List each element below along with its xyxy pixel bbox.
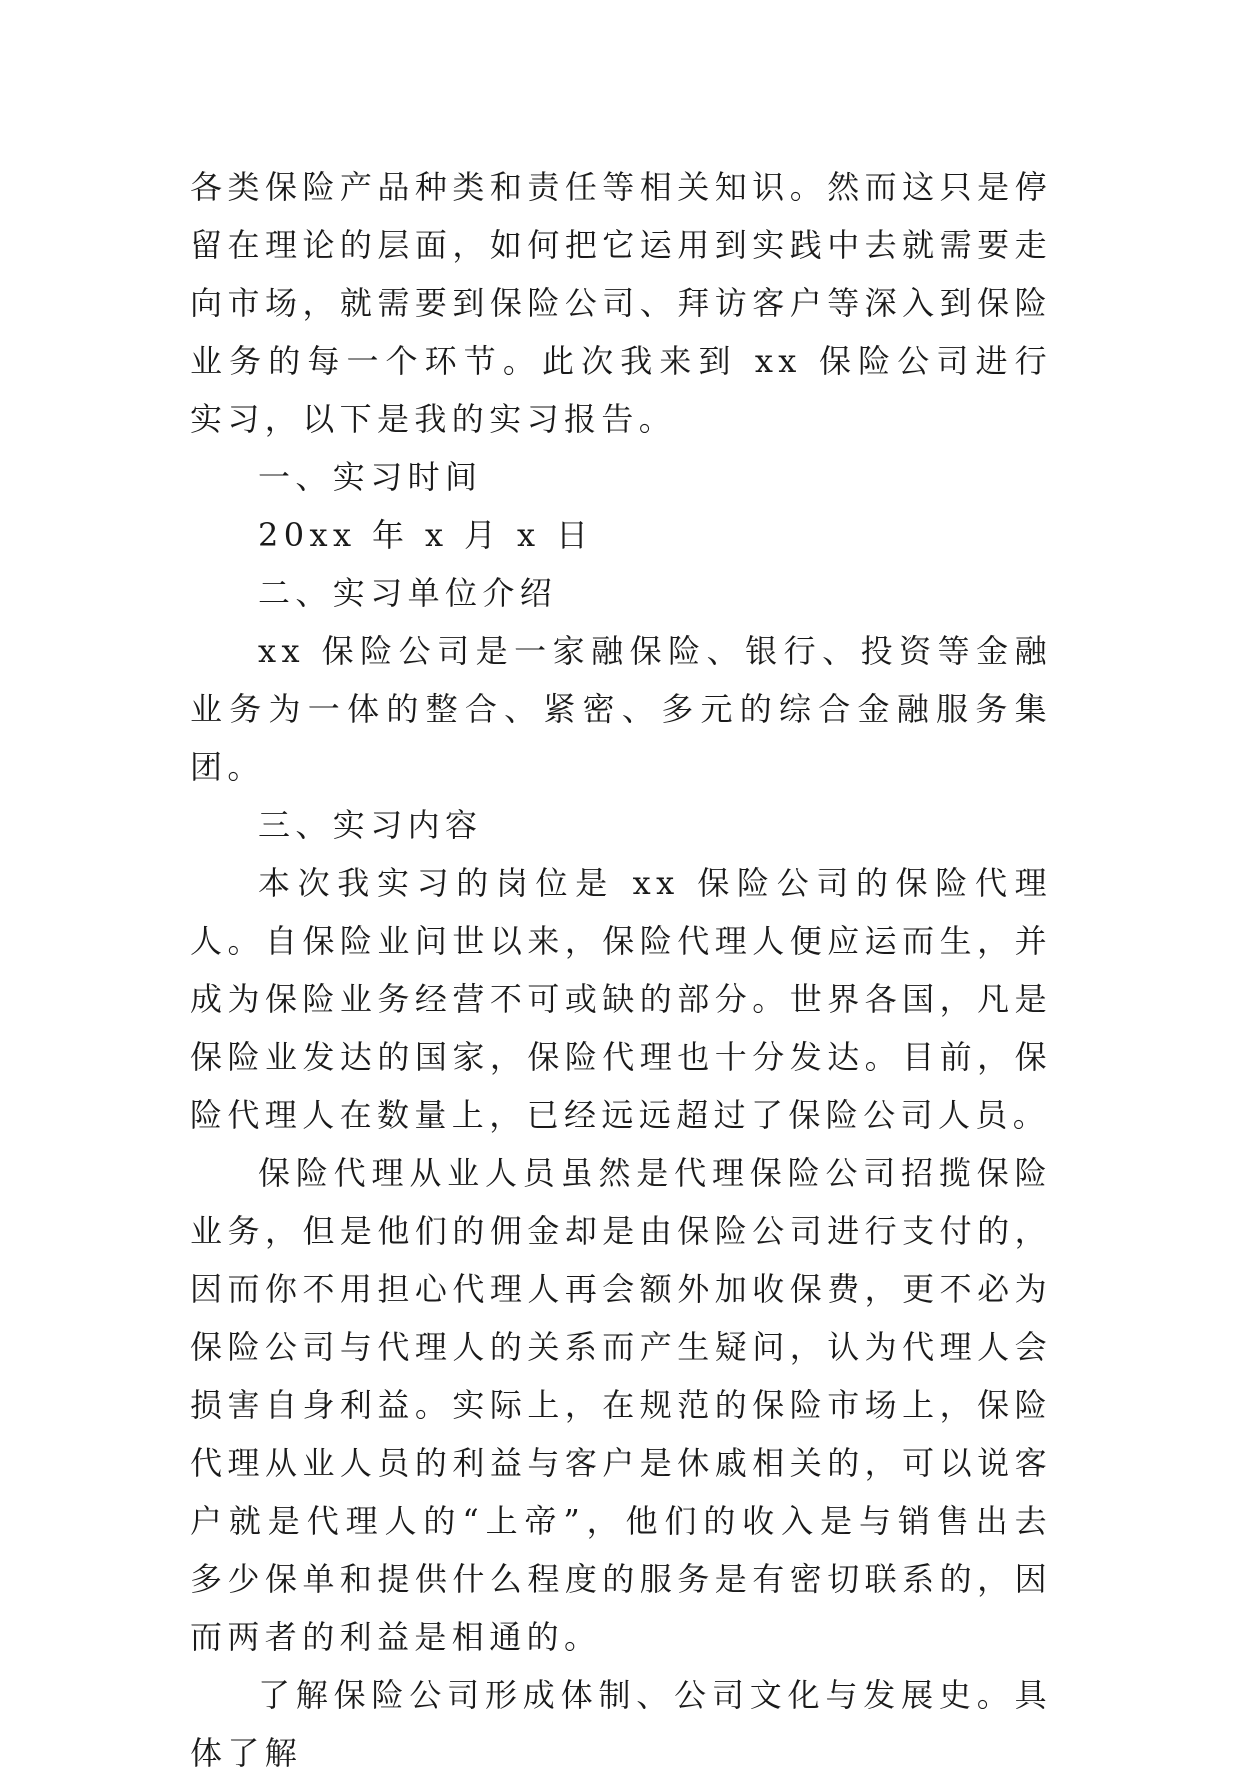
paragraph-intro: 各类保险产品种类和责任等相关知识。然而这只是停留在理论的层面，如何把它运用到实践中去就需要走向市场，就需要到保险公司、拜访客户等深入到保险业务的每一个环节。此次我来到 xx 保险公司进行实习，以下是我的实习报告。 [190, 168, 1052, 438]
paragraph-company-culture: 了解保险公司形成体制、公司文化与发展史。具体了解 [190, 1676, 1052, 1772]
document-body [190, 158, 1052, 1782]
paragraph-position: 本次我实习的岗位是 xx 保险公司的保险代理人。自保险业问世以来，保险代理人便应运而生，并成为保险业务经营不可或缺的部分。世界各国，凡是保险业发达的国家，保险代理也十分发达。目前，保险代理人在数量上，已经远远超过了保险公司人员。 [190, 864, 1052, 1134]
paragraph-company-intro: xx 保险公司是一家融保险、银行、投资等金融业务为一体的整合、紧密、多元的综合金融服务集团。 [190, 632, 1052, 786]
heading-internship-time: 一、实习时间 [258, 458, 483, 496]
heading-internship-content: 三、实习内容 [258, 806, 483, 844]
paragraph-agent-interest: 保险代理从业人员虽然是代理保险公司招揽保险业务，但是他们的佣金却是由保险公司进行支付的，因而你不用担心代理人再会额外加收保费，更不必为保险公司与代理人的关系而产生疑问，认为代理人会损害自身利益。实际上，在规范的保险市场上，保险代理从业人员的利益与客户是休戚相关的，可以说客户就是代理人的“上帝”，他们的收入是与销售出去多少保单和提供什么程度的服务是有密切联系的，因而两者的利益是相通的。 [190, 1154, 1052, 1656]
heading-company-intro: 二、实习单位介绍 [258, 574, 558, 612]
internship-date: 20xx 年 x 月 x 日 [258, 516, 594, 554]
